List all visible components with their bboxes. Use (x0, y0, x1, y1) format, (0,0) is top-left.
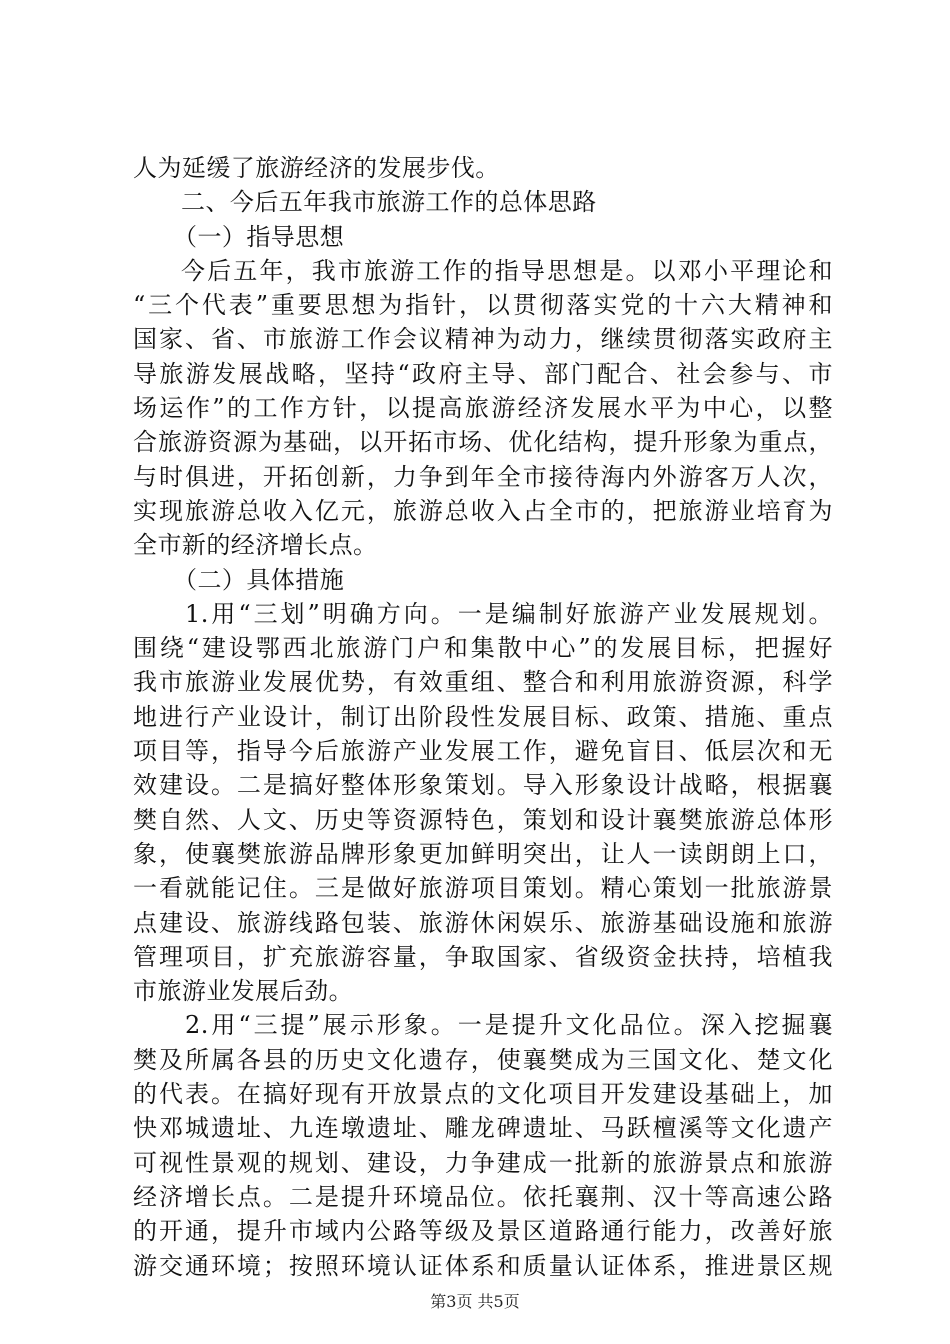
text-line: 人为延缓了旅游经济的发展步伐。 (133, 154, 500, 182)
text-line: 一看就能记住。三是做好旅游项目策划。精心策划一批旅游景 (133, 874, 833, 903)
text-line: 二、今后五年我市旅游工作的总体思路 (181, 188, 597, 217)
text-line: 经济增长点。二是提升环境品位。依托襄荆、汉十等高速公路 (133, 1182, 833, 1211)
text-line: 效建设。二是搞好整体形象策划。导入形象设计战略，根据襄 (133, 771, 833, 800)
text-line: 实现旅游总收入亿元，旅游总收入占全市的，把旅游业培育为 (133, 496, 833, 525)
text-line: 游交通环境；按照环境认证体系和质量认证体系，推进景区规 (133, 1251, 833, 1280)
text-line: 与时俱进，开拓创新，力争到年全市接待海内外游客万人次， (133, 462, 833, 491)
text-line: 导旅游发展战略，坚持“政府主导、部门配合、社会参与、市 (133, 359, 833, 388)
text-line: 的代表。在搞好现有开放景点的文化项目开发建设基础上，加 (133, 1080, 833, 1109)
text-line: （二）具体措施 (173, 565, 345, 594)
text-line: 全市新的经济增长点。 (133, 531, 378, 560)
text-line: 管理项目，扩充旅游容量，争取国家、省级资金扶持，培植我 (133, 942, 833, 971)
page-footer: 第3页 共5页 (430, 1292, 520, 1311)
text-line: 1.用“三划”明确方向。一是编制好旅游产业发展规划。 (185, 599, 833, 628)
text-line: 合旅游资源为基础，以开拓市场、优化结构，提升形象为重点， (133, 428, 833, 457)
text-line: 国家、省、市旅游工作会议精神为动力，继续贯彻落实政府主 (133, 325, 833, 354)
text-line: 樊及所属各县的历史文化遗存，使襄樊成为三国文化、楚文化 (133, 1045, 833, 1074)
text-line: 场运作”的工作方针，以提高旅游经济发展水平为中心，以整 (133, 394, 833, 423)
text-line: 我市旅游业发展优势，有效重组、整合和利用旅游资源，科学 (133, 668, 833, 697)
text-line: 围绕“建设鄂西北旅游门户和集散中心”的发展目标，把握好 (133, 634, 833, 663)
text-line: （一）指导思想 (173, 222, 345, 251)
text-line: 市旅游业发展后劲。 (133, 977, 354, 1006)
text-line: 可视性景观的规划、建设，力争建成一批新的旅游景点和旅游 (133, 1148, 833, 1177)
text-line: 地进行产业设计，制订出阶段性发展目标、政策、措施、重点 (133, 702, 833, 731)
text-line: 2.用“三提”展示形象。一是提升文化品位。深入挖掘襄 (185, 1011, 833, 1040)
text-line: 点建设、旅游线路包装、旅游休闲娱乐、旅游基础设施和旅游 (133, 908, 833, 937)
text-line: 的开通，提升市域内公路等级及景区道路通行能力，改善好旅 (133, 1217, 833, 1246)
text-line: 项目等，指导今后旅游产业发展工作，避免盲目、低层次和无 (133, 737, 833, 766)
body-text (133, 151, 833, 1283)
text-line: 象，使襄樊旅游品牌形象更加鲜明突出，让人一读朗朗上口， (133, 839, 833, 868)
text-line: 今后五年，我市旅游工作的指导思想是。以邓小平理论和 (181, 256, 833, 285)
text-line: 樊自然、人文、历史等资源特色，策划和设计襄樊旅游总体形 (133, 805, 833, 834)
text-line: “三个代表”重要思想为指针，以贯彻落实党的十六大精神和 (133, 291, 833, 320)
text-line: 快邓城遗址、九连墩遗址、雕龙碑遗址、马跃檀溪等文化遗产 (133, 1114, 833, 1143)
